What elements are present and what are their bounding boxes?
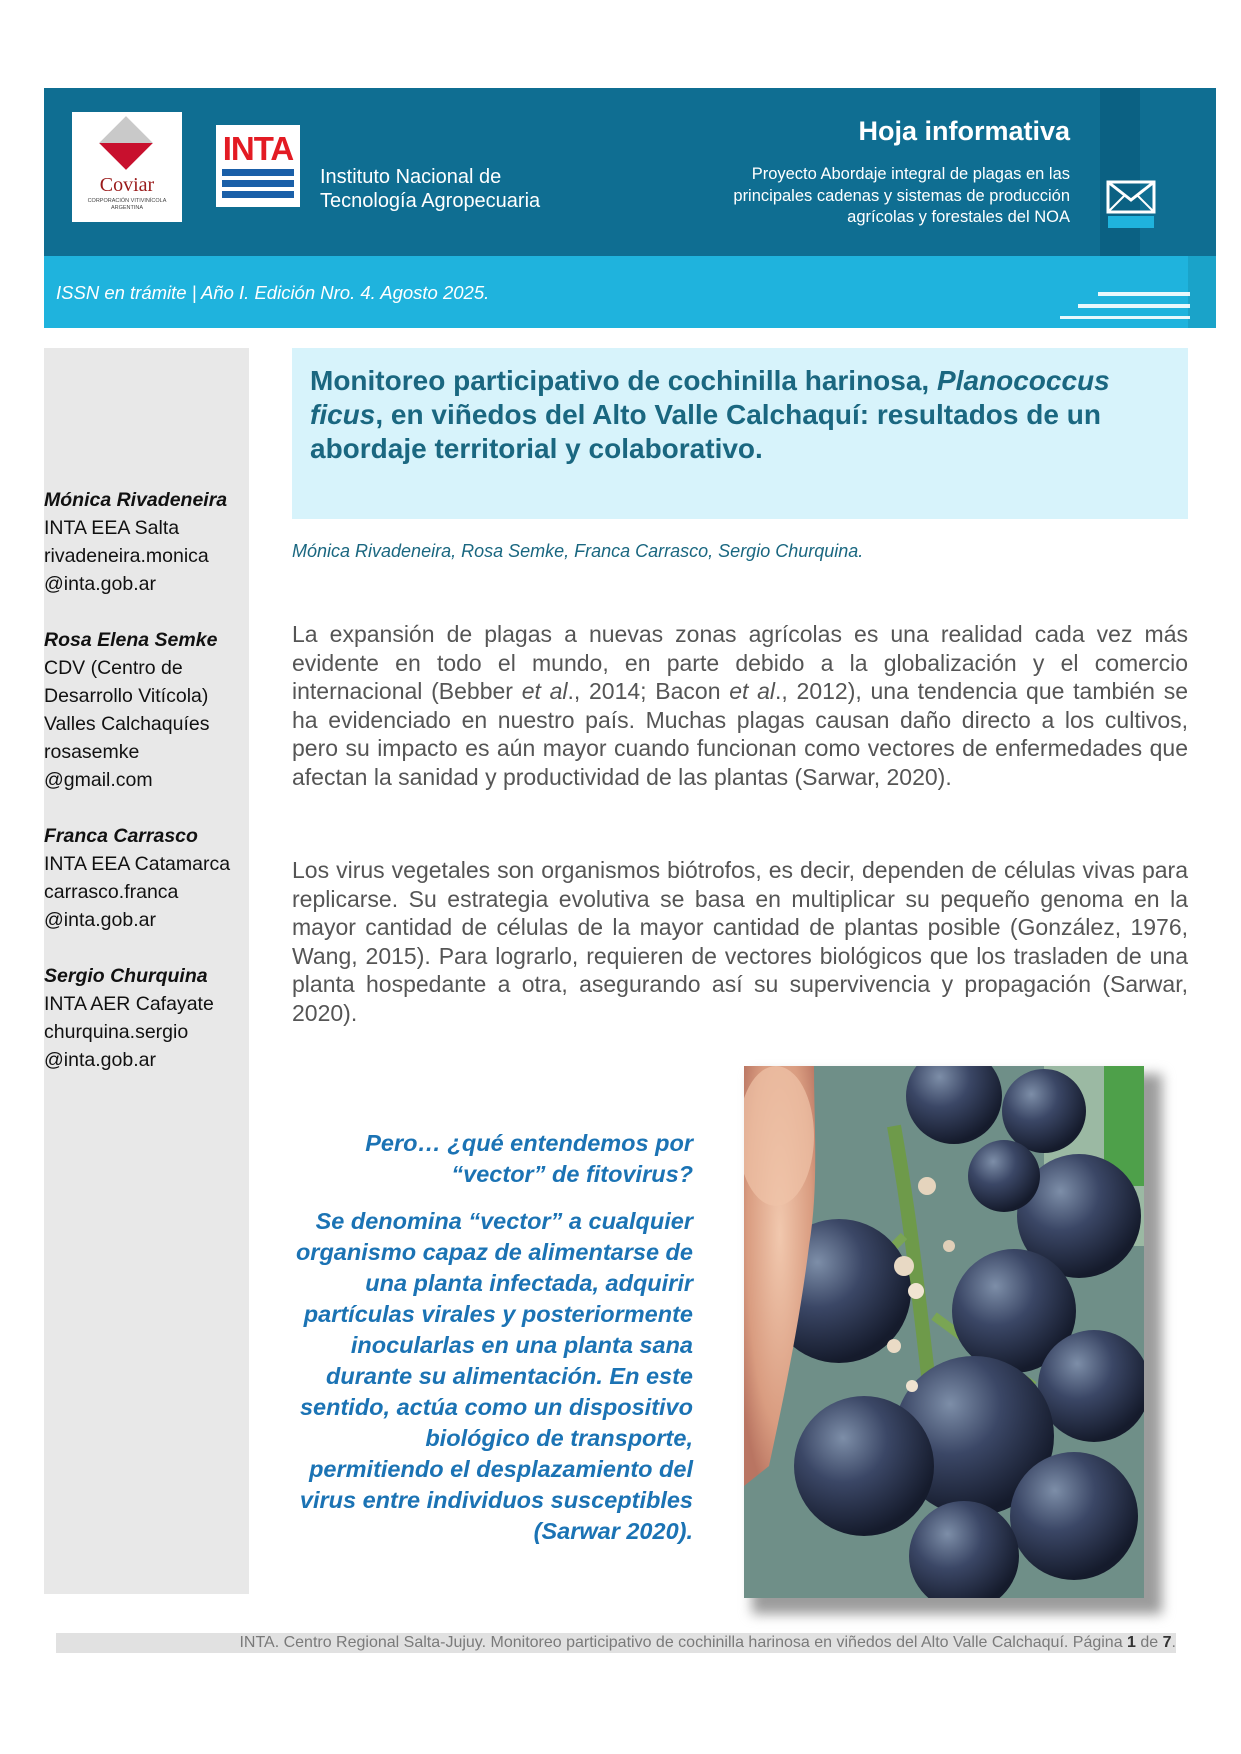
inta-logo-text: INTA xyxy=(222,130,294,167)
callout-definition: Se denomina “vector” a cualquier organismo capaz de alimentarse de una planta infectada, adquirir partículas virales y posteriormente inocularlas en una planta sana durante su alimentación. En este sentido, actúa como un dispositivo biológico de transporte, permitiendo el desplazamiento del virus entre individuos susceptibles (Sarwar 2020). xyxy=(295,1208,693,1544)
author-email[interactable]: rosasemke xyxy=(44,741,140,763)
newsletter-title: Hoja informativa xyxy=(858,116,1070,146)
inta-logo-stripe xyxy=(222,169,294,176)
author-name: Sergio Churquina xyxy=(44,965,208,987)
author-affiliation: INTA AER Cafayate xyxy=(44,993,214,1015)
decoration-line xyxy=(1078,304,1190,308)
author-email[interactable]: @inta.gob.ar xyxy=(44,573,156,595)
decoration-line xyxy=(1060,316,1190,319)
article-title: Monitoreo participativo de cochinilla harinosa, Planococcus ficus, en viñedos del Alto Valle Calchaquí: resultados de un abordaje territorial y colaborativo. xyxy=(310,365,1110,464)
article-title-box xyxy=(292,348,1188,519)
envelope-icon xyxy=(1100,168,1160,230)
author-card xyxy=(44,486,249,598)
author-name: Mónica Rivadeneira xyxy=(44,489,228,511)
project-description: Proyecto Abordaje integral de plagas en las principales cadenas y sistemas de producción agrícolas y forestales del NOA xyxy=(733,165,1070,226)
coviar-logo-name: Coviar xyxy=(99,174,155,196)
page-footer: INTA. Centro Regional Salta-Jujuy. Monitoreo participativo de cochinilla harinosa en viñedos del Alto Valle Calchaquí. Página 1 de 7. xyxy=(239,1634,1176,1651)
author-card xyxy=(44,626,249,794)
inta-logo-stripe xyxy=(222,180,294,187)
author-affiliation: INTA EEA Salta xyxy=(44,517,180,539)
author-email[interactable]: @inta.gob.ar xyxy=(44,909,156,931)
author-name: Rosa Elena Semke xyxy=(44,629,218,651)
author-affiliation: INTA EEA Catamarca xyxy=(44,853,231,875)
author-card xyxy=(44,962,249,1074)
author-affiliation: Desarrollo Vitícola) xyxy=(44,685,209,707)
decoration-line xyxy=(1098,292,1190,296)
issn-line: ISSN en trámite | Año I. Edición Nro. 4. Agosto 2025. xyxy=(56,282,490,303)
author-email[interactable]: churquina.sergio xyxy=(44,1021,189,1043)
author-email[interactable]: carrasco.franca xyxy=(44,881,179,903)
author-email[interactable]: rivadeneira.monica xyxy=(44,545,209,567)
paragraph-viruses: Los virus vegetales son organismos biótrofos, es decir, dependen de células vivas para replicarse. Su estrategia evolutiva se basa en multiplicar su pequeño genoma en la mayor cantidad de células de la mayor cantidad de plantas posible (González, 1976, Wang, 2015). Para lograrlo, requieren de vectores biológicos que los trasladen de una planta hospedante a otra, asegurando así su supervivencia y propagación (Sarwar, 2020). xyxy=(292,857,1188,1026)
page-number: 1 xyxy=(1127,1634,1136,1651)
inta-logo xyxy=(216,125,300,207)
author-affiliation: CDV (Centro de xyxy=(44,657,183,679)
inta-logo-stripe xyxy=(222,191,294,198)
paragraph-intro: La expansión de plagas a nuevas zonas agrícolas es una realidad cada vez más evidente en todo el mundo, en parte debido a la globalización y el comercio internacional (Bebber et al., 2014; Bacon et al., 2012), una tendencia que también se ha evidenciado en nuestro país. Muchas plagas causan daño directo a los cultivos, pero su impacto es aún mayor cuando funcionan como vectores de enfermedades que afectan la sanidad y productividad de las plantas (Sarwar, 2020). xyxy=(292,621,1188,790)
author-email[interactable]: @inta.gob.ar xyxy=(44,1049,156,1071)
author-affiliation: Valles Calchaquíes xyxy=(44,713,210,735)
callout-question: Pero… ¿qué entendemos por “vector” de fitovirus? xyxy=(365,1130,693,1187)
author-name: Franca Carrasco xyxy=(44,825,198,847)
coviar-logo-subtitle: CORPORACIÓN VITIVINÍCOLA ARGENTINA xyxy=(87,198,167,211)
article-authors: Mónica Rivadeneira, Rosa Semke, Franca Carrasco, Sergio Churquina. xyxy=(292,541,864,561)
institute-name: Instituto Nacional de Tecnología Agropecuaria xyxy=(320,166,541,212)
grape-mealybug-photo xyxy=(744,1066,1144,1598)
coviar-diamond-icon xyxy=(99,116,153,170)
page-total: 7 xyxy=(1162,1634,1172,1651)
author-email[interactable]: @gmail.com xyxy=(44,769,153,791)
issn-decoration xyxy=(1188,256,1216,328)
coviar-logo xyxy=(72,112,182,222)
author-card xyxy=(44,822,249,934)
author-sidebar xyxy=(44,348,249,1594)
